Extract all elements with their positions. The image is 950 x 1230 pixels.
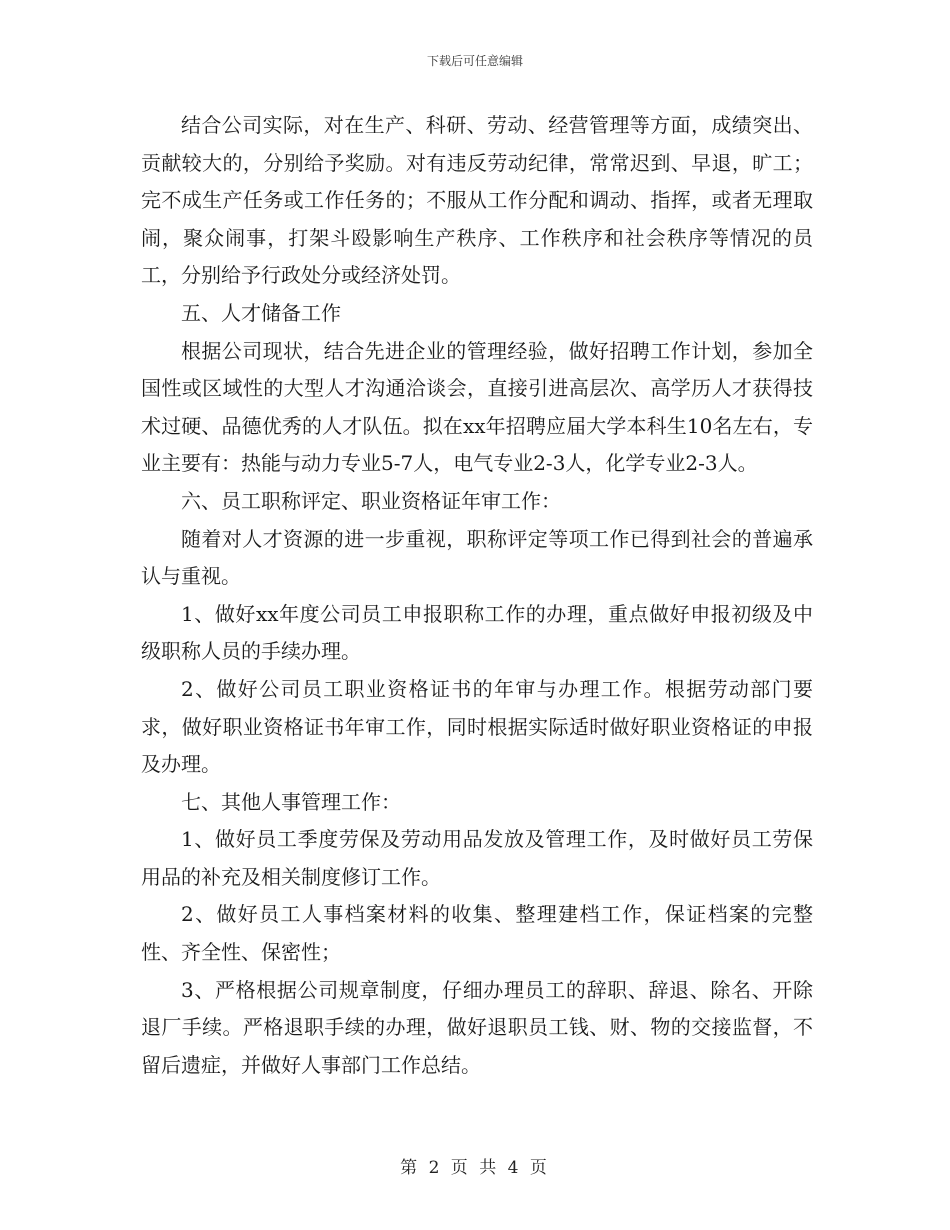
paragraph-title-evaluation: 随着对人才资源的进一步重视，职称评定等项工作已得到社会的普遍承认与重视。 (141, 526, 813, 589)
paragraph-rewards-penalties: 结合公司实际，对在生产、科研、劳动、经营管理等方面，成绩突出、贡献较大的，分别给予奖励。对有违反劳动纪律，常常迟到、早退，旷工；完不成生产任务或工作任务的；不服从工作分配和调动、指挥，或者无理取闹，聚众闹事，打架斗殴影响生产秩序、工作秩序和社会秩序等情况的员工，分别给予行政处分或经济处罚。 (141, 113, 813, 288)
list-item-personnel-files: 2、做好员工人事档案材料的收集、整理建档工作，保证档案的完整性、齐全性、保密性； (141, 902, 813, 965)
paragraph-recruitment-plan: 根据公司现状，结合先进企业的管理经验，做好招聘工作计划，参加全国性或区域性的大型人才沟通洽谈会，直接引进高层次、高学历人才获得技术过硬、品德优秀的人才队伍。拟在xx年招聘应届大学本科生10名左右，专业主要有：热能与动力专业5-7人，电气专业2-3人，化学专业2-3人。 (141, 338, 813, 476)
list-item-labor-protection: 1、做好员工季度劳保及劳动用品发放及管理工作，及时做好员工劳保用品的补充及相关制度修订工作。 (141, 827, 813, 889)
list-item-title-application: 1、做好xx年度公司员工申报职称工作的办理，重点做好申报初级及中级职称人员的手续办理。 (141, 601, 813, 664)
section-heading-other-hr: 七、其他人事管理工作： (181, 789, 401, 814)
document-body (141, 107, 813, 1084)
list-item-qualification-review: 2、做好公司员工职业资格证书的年审与办理工作。根据劳动部门要求，做好职业资格证书年审工作，同时根据实际适时做好职业资格证的申报及办理。 (141, 676, 813, 777)
page-number-footer: 第 2 页 共 4 页 (400, 1158, 550, 1178)
section-heading-talent-reserve: 五、人才储备工作 (181, 300, 341, 325)
section-heading-title-certification: 六、员工职称评定、职业资格证年审工作： (181, 488, 561, 513)
list-item-resignation-procedures: 3、严格根据公司规章制度，仔细办理员工的辞职、辞退、除名、开除退厂手续。严格退职手续的办理，做好退职员工钱、财、物的交接监督，不留后遗症，并做好人事部门工作总结。 (141, 977, 813, 1077)
page-header-note: 下载后可任意编辑 (426, 54, 523, 68)
